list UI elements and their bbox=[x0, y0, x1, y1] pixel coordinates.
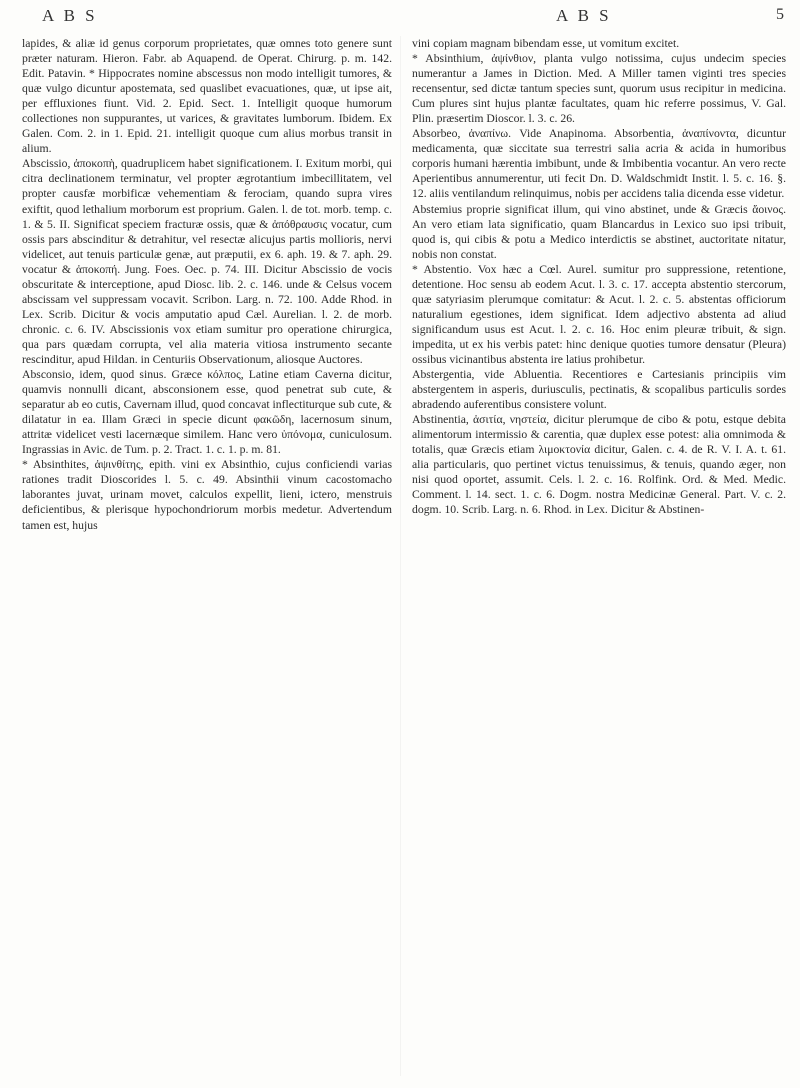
dictionary-entry: Abstemius proprie significat illum, qui vino abstinet, unde & Græcis ἄοινος. An vero etiam lata significatio, quam Blancardus in Lexico suo ipsi tribuit, quod is, qui cibis & potu a Medico interdictis se abstinet, auctoritate nitatur, nobis non constat. bbox=[412, 202, 786, 261]
dictionary-entry: Abstergentia, vide Abluentia. Recentiores e Cartesianis principiis vim abstergentem in asperis, duriusculis, pectinatis, & scopalibus particulis sordes abradendo auferentibus consistere volunt. bbox=[412, 368, 786, 412]
dictionary-entry: Absconsio, idem, quod sinus. Græce κόλπος, Latine etiam Caverna dicitur, quamvis nonnulli dicant, absconsionem esse, quod penetrat sub cute, & separatur ab eo cutis, Cavernam illud, quod concavat inflectiturque sub cute, & dilatatur in ea. Illam Græci in specie dicunt φακῶδη, lacernosum sinum, attritæ videlicet vesti lacernæque similem. Hanc vero ὑπόνομα, cuniculosum. Ingrassias in Avic. de Tum. p. 2. Tract. 1. c. 1. p. m. 81. bbox=[22, 368, 392, 457]
dictionary-entry: Absorbeo, ἀναπίνω. Vide Anapinoma. Absorbentia, ἀναπίνοντα, dicuntur medicamenta, quæ siccitate sua terrestri salia acria & acida in humoribus corporis humani hærentia imbibunt, unde & Imbibentia vocantur. An vero recte Aperientibus annumerentur, uti fecit Dn. D. Waldschmidt Instit. l. 5. c. 16. §. 12. aliis ventilandum relinquimus, nobis per accidens talia dicenda esse videtur. bbox=[412, 127, 786, 201]
left-running-head: A B S bbox=[42, 6, 98, 25]
dictionary-entry: Abstinentia, ἀσιτία, νηστεία, dicitur plerumque de cibo & potu, estque debita alimentorum intermissio & carentia, quæ duplex esse potest: alia omnimoda & totalis, quæ Græcis etiam λιμοκτονία dicitur, Galen. c. 4. de R. V. I. A. t. 61. alia particularis, quo pertinet victus tenuissimus, & tenuis, quando æger, non nisi quod oportet, assumit. Cels. l. 2. c. 16. Rolfink. Ord. & Med. Medic. Comment. l. 14. sect. 1. c. 6. Dogm. nostra Medicinæ General. Part. V. c. 2. dogm. 10. Scrib. Larg. n. 6. Rhod. in Lex. Dicitur & Abstinen- bbox=[412, 413, 786, 517]
dictionary-entry: * Abstentio. Vox hæc a Cœl. Aurel. sumitur pro suppressione, retentione, detentione. Hoc sensu ab eodem Acut. l. 3. c. 17. accepta abstentio stercorum, quæ satyriasim plerumque comitatur: & Acut. l. 2. c. 5. abstentas officiorum naturalium egestiones, idem significat. Idem adjectivo abstenta ad aliud significandum usus est Acut. l. 2. c. 16. Hoc enim pleuræ tribuit, & sign. impedita, ut ex his verbis patet: hinc denique quoties tumore densatur (Pleura) ossibus vicinantibus abstenta ire latius prohibetur. bbox=[412, 262, 786, 366]
right-page-header bbox=[408, 6, 788, 30]
right-column bbox=[412, 36, 786, 1076]
dictionary-entry: vini copiam magnam bibendam esse, ut vomitum excitet. bbox=[412, 37, 680, 50]
right-page-number: 5 bbox=[776, 6, 787, 23]
left-column bbox=[22, 36, 392, 1076]
page-gutter bbox=[400, 36, 401, 1076]
dictionary-entry: * Absinthites, ἀψινθίτης, epith. vini ex Absinthio, cujus conficiendi varias rationes tradit Dioscorides l. 5. c. 49. Absinthii vinum cacostomacho laborantes juvat, urinam movet, calculos expellit, lieni, ictero, menstruis deficientibus, & plerisque hypochondriorum morbis medetur. Advertendum tamen est, hujus bbox=[22, 458, 392, 532]
dictionary-entry: lapides, & aliæ id genus corporum proprietates, quæ omnes toto genere sunt præter naturam. Hieron. Fabr. ab Aquapend. de Operat. Chirurg. p. m. 142. Edit. Patavin. * Hippocrates nomine abscessus non modo intelligit tumores, & quæ vulgo dicuntur apostemata, sed quaslibet evacuationes, quæ, ut ipse ait, per effluxiones fiunt. Vid. 2. Epid. Sect. 1. Intelligit quoque humorum collectiones non suppurantes, ut varices, & gravitates lumborum. Ibidem. Ex Galen. Com. 2. in 1. Epid. 21. intelligit quoque cum alius morbus transit in alium. bbox=[22, 37, 392, 156]
right-running-head: A B S bbox=[556, 6, 612, 25]
dictionary-entry: * Absinthium, ἀψίνθιον, planta vulgo notissima, cujus undecim species numerantur a James in Diction. Med. A Miller tamen viginti tres species recensentur, sed dictæ tantum species sunt, quorum usus recipitur in medicina. Cum plures sint hujus plantæ facultates, quam hic referre possimus, V. Gal. Plin. præsertim Dioscor. l. 3. c. 26. bbox=[412, 52, 786, 126]
dictionary-entry: Abscissio, ἀποκοπὴ, quadruplicem habet significationem. I. Exitum morbi, qui citra declinationem terminatur, vel propter ægrotantium imbecillitatem, vel propter causfæ morbificæ vehementiam & ferociam, quando supra vires exiftit, quod lethalium morborum est proprium. Galen. l. de tot. morb. temp. c. 1. & 5. II. Significat speciem fracturæ ossis, quæ & ἀπόθραυσις vocatur, cum ossis pars abscinditur & detrahitur, vel resectæ alicujus partis mollioris, nervi videlicet, aut tenuis particulæ genæ, aut præputii, ex 6. aph. 19. & 7. aph. 29. vocatur & ἀποκοπή. Jung. Foes. Oec. p. 74. III. Dicitur Abscissio de vocis obscuritate & interceptione, apud Diosc. lib. 2. c. 146. unde & Celsus vocem abscissam vel suppressam vocavit. Scribon. Larg. n. 72. 100. Adde Rhod. in Lex. Scrib. Dicitur & vocis amputatio apud Cæl. Aurelian. l. 2. de morb. chronic. c. 6. IV. Abscissionis vox etiam sumitur pro operatione chirurgica, qua pars quædam corrupta, vel alia materia vitiosa instrumento secante rescinditur, apud Hildan. in Centuriis Observationum, aliosque Auctores. bbox=[22, 157, 392, 366]
left-page-header bbox=[20, 6, 400, 30]
